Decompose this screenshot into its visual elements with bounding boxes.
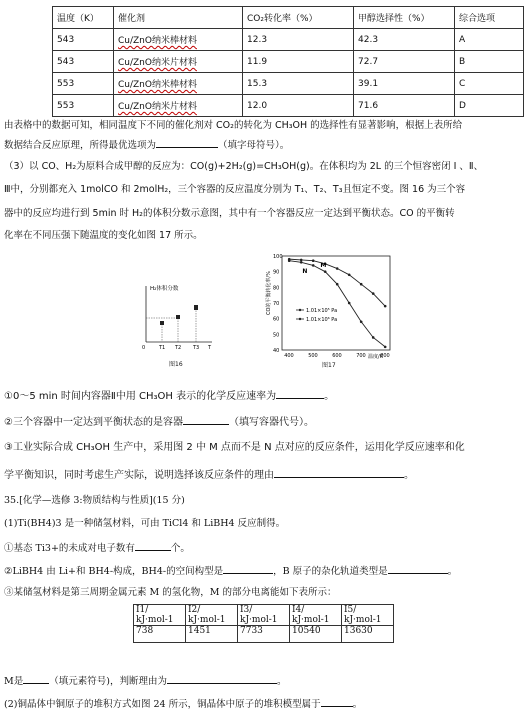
answer-blank <box>274 467 404 478</box>
table-header-row <box>53 7 524 29</box>
header-cell: 甲醇选择性（%） <box>354 7 455 29</box>
answer-blank <box>135 540 171 551</box>
header-cell: 催化剂 <box>114 7 243 29</box>
table-cell: 12.3 <box>243 29 354 51</box>
m-question <box>4 673 286 688</box>
question-text: 。 <box>352 699 363 710</box>
fig17-y-tick: 90 <box>273 269 280 276</box>
fig17-y-tick: 80 <box>273 285 280 292</box>
answer-blank <box>23 673 49 684</box>
answer-blank <box>183 414 229 425</box>
question-text: 个。 <box>170 543 190 554</box>
table-cell: 71.6 <box>354 95 455 117</box>
paragraph-line: Ⅲ中，分别都充入 1molCO 和 2molH₂，三个容器的反应温度分别为 T₁、T₂、T₃且恒定不变。图 16 为三个容 <box>4 184 466 195</box>
question-text: （填写容器代号）。 <box>228 417 314 428</box>
fig16-x-tick: 0 <box>142 345 146 351</box>
paragraph-line <box>4 137 289 152</box>
figure-17 <box>262 250 398 372</box>
table-cell: I3/ kJ·mol-1 <box>238 605 290 626</box>
fig17-xlabel: 温度/K <box>368 354 383 360</box>
fig17-point <box>300 259 303 262</box>
fig17-ylabel: CO的平衡转化率/% <box>266 271 272 315</box>
fig17-y-tick: 70 <box>273 301 280 307</box>
table-cell: C <box>455 73 524 95</box>
question-text: (2)铜晶体中铜原子的堆积方式如图 24 所示，铜晶体中原子的堆积模型属于 <box>4 699 321 710</box>
table-cell: Cu/ZnO纳米片材料 <box>114 95 243 117</box>
question-text: M是 <box>4 676 24 687</box>
fig17-point <box>384 305 387 308</box>
table-cell: A <box>455 29 524 51</box>
question-3-line1: ③工业实际合成 CH₃OH 生产中，采用图 2 中 M 点而不是 N 点对应的反应条件，运用化学反应速率和化 <box>4 442 465 453</box>
table-cell: I1/ kJ·mol-1 <box>134 605 186 626</box>
fig16-bar-t3 <box>194 305 198 310</box>
answer-blank <box>276 388 324 399</box>
fig17-legend <box>296 308 337 323</box>
header-cell: CO₂转化率（%） <box>243 7 354 29</box>
fig17-point <box>336 267 339 270</box>
table-cell: 553 <box>53 95 114 117</box>
fig17-point <box>360 283 363 286</box>
fig17-point <box>348 302 351 305</box>
fig17-point <box>360 321 363 324</box>
fig16-bar-t2 <box>176 315 180 319</box>
fig17-x-tick: 500 <box>308 353 318 359</box>
table-cell: 543 <box>53 29 114 51</box>
fig17-point <box>372 292 375 295</box>
paragraph-line: 由表格中的数据可知，相同温度下不同的催化剂对 CO₂的转化为 CH₃OH 的选择性有显著影响，根据上表所给 <box>4 120 463 131</box>
table-cell: 7733 <box>238 626 290 643</box>
table-cell: 39.1 <box>354 73 455 95</box>
table-cell: Cu/ZnO纳米棒材料 <box>114 29 243 51</box>
fig17-y-tick: 60 <box>273 316 280 323</box>
header-cell: 温度（K） <box>53 7 114 29</box>
paragraph-text: 数据结合反应原理，所得最优选项为 <box>4 140 157 151</box>
table-row <box>53 95 524 117</box>
answer-blank <box>167 673 277 684</box>
question-text: ，B 原子的杂化轨道类型是 <box>273 566 388 577</box>
section-35-item-2 <box>4 696 362 711</box>
fig16-x-tick: T <box>208 345 212 351</box>
fig17-point-label-n: N <box>302 268 308 276</box>
paragraph-text: （填字母符号）。 <box>218 140 290 151</box>
fig17-caption: 图17 <box>322 362 336 369</box>
table-row <box>53 51 524 73</box>
table-cell: 12.0 <box>243 95 354 117</box>
table-row <box>134 626 394 643</box>
question-text: ②LiBH4 由 Li+和 BH4-构成，BH4-的空间构型是 <box>4 566 224 577</box>
fig17-plot-frame <box>282 256 390 350</box>
table-cell: 13630 <box>342 626 394 643</box>
table-cell: I5/ kJ·mol-1 <box>342 605 394 626</box>
table-cell: Cu/ZnO纳米棒材料 <box>114 73 243 95</box>
table-cell: I2/ kJ·mol-1 <box>186 605 238 626</box>
answer-blank <box>156 137 218 148</box>
answer-blank <box>321 696 353 707</box>
fig17-point <box>300 261 303 264</box>
fig17-y-tick: 100 <box>273 254 283 260</box>
table-row <box>53 73 524 95</box>
fig16-title: H₂体积分数 <box>150 286 179 292</box>
question-text: 。 <box>324 391 335 402</box>
fig17-point <box>336 283 339 286</box>
question-1 <box>4 388 334 403</box>
question-3-line2 <box>4 467 414 482</box>
table-row <box>134 605 394 626</box>
table-cell: 10540 <box>290 626 342 643</box>
fig16-x-tick: T2 <box>175 345 182 351</box>
table-cell: B <box>455 51 524 73</box>
table-cell: 543 <box>53 51 114 73</box>
fig17-point <box>288 258 291 261</box>
fig17-x-tick: 400 <box>284 353 294 359</box>
fig16-caption: 图16 <box>169 361 183 368</box>
fig17-y-tick: 40 <box>273 348 280 354</box>
section-35-q-a <box>4 540 190 555</box>
fig17-x-tick: 700 <box>356 353 366 359</box>
fig17-point <box>372 336 375 339</box>
fig17-axes <box>282 256 390 350</box>
legend-marker-2 <box>299 318 301 320</box>
paragraph-line: （3）以 CO、H₂为原料合成甲醇的反应为：CO(g)+2H₂(g)=CH₃OH(g)。在体积均为 2L 的三个恒容密闭 Ⅰ 、Ⅱ、 <box>4 161 484 172</box>
catalyst-table <box>52 6 524 117</box>
paragraph-line: 器中的反应均进行到 5min 时 H₂的体积分数示意图，其中有一个容器反应一定达到平衡状态。CO 的平衡转 <box>4 208 455 219</box>
table-cell: 42.3 <box>354 29 455 51</box>
fig17-point <box>312 264 315 267</box>
figure-16 <box>138 282 218 362</box>
fig17-point-label-m: M <box>320 261 327 269</box>
question-text: ②三个容器中一定达到平衡状态的是容器 <box>4 417 183 428</box>
fig17-y-tick: 50 <box>273 332 280 339</box>
table-cell: 15.3 <box>243 73 354 95</box>
fig17-point <box>312 259 315 262</box>
fig16-x-tick: T3 <box>193 345 200 351</box>
table-cell: 11.9 <box>243 51 354 73</box>
fig17-ticks <box>273 254 390 359</box>
table-cell: I4/ kJ·mol-1 <box>290 605 342 626</box>
section-35-item-1: (1)Ti(BH4)3 是一种储氢材料，可由 TiCl4 和 LiBH4 反应制得。 <box>4 518 286 529</box>
section-35-q-b <box>4 563 457 578</box>
fig17-point <box>324 270 327 273</box>
header-cell: 综合选项 <box>455 7 524 29</box>
question-text: （填元素符号)，判断理由为 <box>49 676 167 687</box>
fig17-point <box>348 274 351 277</box>
fig17-x-tick: 600 <box>332 353 342 359</box>
answer-blank <box>388 563 448 574</box>
question-text: 。 <box>276 676 287 687</box>
question-text: 。 <box>404 470 414 481</box>
table-cell: D <box>455 95 524 117</box>
legend-marker-1 <box>299 309 301 311</box>
section-35-title: 35.[化学—选修 3:物质结构与性质](15 分) <box>4 495 185 506</box>
question-2 <box>4 414 314 429</box>
table-cell: 738 <box>134 626 186 643</box>
legend-label-1: 1.01×10⁵ Pa <box>306 308 338 314</box>
paragraph-line: 化率在不同压强下随温度的变化如图 17 所示。 <box>4 230 203 241</box>
fig16-bar-t1 <box>160 321 164 325</box>
fig17-x-tick: 800 <box>380 353 390 359</box>
question-text: 学平衡知识，同时考虑生产实际，说明选择该反应条件的理由 <box>4 470 274 481</box>
ionization-table <box>133 604 394 643</box>
question-text: ①0～5 min 时间内容器Ⅱ中用 CH₃OH 表示的化学反应速率为 <box>4 391 277 402</box>
table-cell: 72.7 <box>354 51 455 73</box>
table-cell: Cu/ZnO纳米片材料 <box>114 51 243 73</box>
legend-label-2: 1.01×10⁶ Pa <box>306 317 338 323</box>
table-cell: 1451 <box>186 626 238 643</box>
question-text: 。 <box>447 566 458 577</box>
section-35-q-c: ③某储氢材料是第三周期金属元素 M 的氢化物，M 的部分电离能如下表所示： <box>4 587 337 598</box>
table-row <box>53 29 524 51</box>
fig17-point <box>384 346 387 349</box>
fig17-series-line-2 <box>289 259 385 306</box>
question-text: ①基态 Ti3+的未成对电子数有 <box>4 543 135 554</box>
table-cell: 553 <box>53 73 114 95</box>
fig16-x-tick: T1 <box>159 345 166 351</box>
answer-blank <box>223 563 273 574</box>
